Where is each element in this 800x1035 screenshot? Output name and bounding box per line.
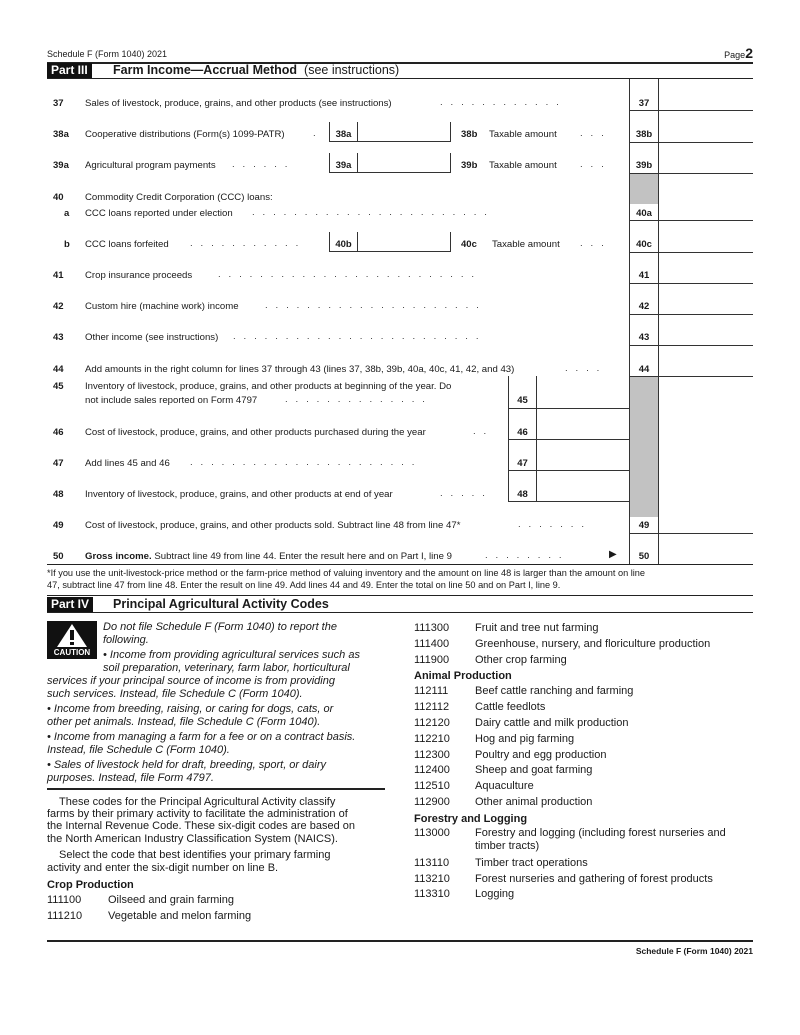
box-label-37: 37 bbox=[638, 98, 650, 109]
code-description: Beef cattle ranching and farming bbox=[475, 685, 634, 698]
line-text: Taxable amount bbox=[489, 129, 557, 140]
line-text: Cost of livestock, produce, grains, and other products purchased during the year bbox=[85, 427, 426, 438]
caution-bullet: soil preparation, veterinary, farm labor, horticultural bbox=[103, 662, 350, 674]
box-label-42: 42 bbox=[638, 301, 650, 312]
animal-production-heading: Animal Production bbox=[414, 670, 512, 683]
leader-dots: . . . . . . . . . . . bbox=[190, 238, 299, 249]
naics-code: 112900 bbox=[414, 795, 450, 808]
code-row bbox=[414, 827, 759, 853]
footer-form-id: Schedule F (Form 1040) 2021 bbox=[635, 946, 753, 956]
naics-code: 112111 bbox=[414, 685, 449, 698]
code-row bbox=[414, 887, 759, 903]
box-label-40b: 40b bbox=[335, 239, 352, 250]
line-number: 40c bbox=[461, 239, 477, 250]
line40c-amount-input[interactable] bbox=[660, 221, 753, 252]
caution-bullet: Instead, file Schedule C (Form 1040). bbox=[47, 744, 230, 756]
box-value-column-left-border bbox=[658, 79, 659, 564]
line44-amount-input[interactable] bbox=[660, 346, 753, 376]
box-label-38b: 38b bbox=[635, 129, 653, 140]
code-row bbox=[414, 748, 759, 764]
code-description: Dairy cattle and milk production bbox=[475, 716, 629, 729]
line50-amount-input[interactable] bbox=[660, 534, 753, 564]
box-label-39a: 39a bbox=[335, 160, 352, 171]
line48-amount-input[interactable] bbox=[537, 471, 629, 501]
leader-dots: . . bbox=[473, 426, 487, 437]
line-text: Crop insurance proceeds bbox=[85, 270, 193, 281]
leader-dots: . . . . . . . . . . . . . . bbox=[285, 394, 425, 405]
code-description: Aquaculture bbox=[475, 780, 534, 793]
box-label-43: 43 bbox=[638, 332, 650, 343]
line38a-amount-input[interactable] bbox=[358, 122, 450, 141]
line-number: 37 bbox=[53, 98, 64, 109]
code-row bbox=[414, 653, 759, 669]
code-row bbox=[414, 637, 759, 653]
line-number: 38a bbox=[53, 129, 69, 140]
line-number: 44 bbox=[53, 364, 64, 375]
line-number: 39b bbox=[461, 160, 478, 171]
code-description: Fruit and tree nut farming bbox=[475, 622, 599, 634]
caution-text: following. bbox=[103, 634, 149, 646]
code-description: Vegetable and melon farming bbox=[108, 909, 252, 922]
shaded-box-line40 bbox=[630, 174, 658, 204]
caution-bullet: • Sales of livestock held for draft, breeding, sport, or dairy bbox=[47, 759, 326, 771]
line45-amount-input[interactable] bbox=[537, 377, 629, 408]
line-text: Sales of livestock, produce, grains, and other products (see instructions) bbox=[85, 98, 392, 109]
line-number: 38b bbox=[461, 129, 478, 140]
subbox-border bbox=[329, 172, 451, 173]
code-row bbox=[414, 779, 759, 795]
code-description: Poultry and egg production bbox=[475, 748, 607, 761]
code-description bbox=[475, 827, 726, 853]
part3-title-rule bbox=[47, 78, 753, 79]
box-label-46: 46 bbox=[517, 427, 528, 438]
shaded-box-lines45-48 bbox=[630, 376, 658, 517]
code-row bbox=[414, 763, 759, 779]
footnote-line2: 47, subtract line 47 from line 48. Enter the result on line 49. Add lines 44 and 49. Enter the total on line 50 and on Part I, line 9. bbox=[47, 580, 561, 590]
line-text: Add amounts in the right column for lines 37 through 43 (lines 37, 38b, 39b, 40a, 40c, 41, 42, and 43) bbox=[85, 364, 515, 375]
line41-amount-input[interactable] bbox=[660, 253, 753, 283]
leader-dots: . . . . . . . . . . . . . . . . . . . . . . . . . bbox=[218, 269, 475, 280]
caution-bullet: • Income from managing a farm for a fee or on a contract basis. bbox=[47, 731, 356, 743]
part3-bottom-rule bbox=[47, 564, 753, 565]
leader-dots: . . . . . . . . bbox=[485, 550, 562, 561]
naics-code: 112120 bbox=[414, 716, 450, 729]
caution-bullet: such services. Instead, file Schedule C (Form 1040). bbox=[47, 688, 303, 700]
arrow-right-icon: ▶ bbox=[609, 549, 617, 560]
code-description: Oilseed and grain farming bbox=[108, 894, 234, 906]
naics-code: 112112 bbox=[414, 701, 450, 714]
part4-top-rule bbox=[47, 595, 753, 596]
line-number: 48 bbox=[53, 489, 64, 500]
leader-dots: . . . bbox=[580, 128, 604, 139]
part4-badge: Part IV bbox=[47, 597, 93, 612]
box-label-49: 49 bbox=[638, 520, 650, 531]
line-number: 41 bbox=[53, 270, 64, 281]
line-text: Add lines 45 and 46 bbox=[85, 458, 170, 469]
leader-dots: . . . . . bbox=[440, 488, 485, 499]
box-label-47: 47 bbox=[517, 458, 528, 469]
naics-code: 111210 bbox=[47, 909, 83, 922]
naics-code: 112510 bbox=[414, 780, 450, 793]
naics-code: 111300 bbox=[414, 622, 450, 634]
code-row bbox=[414, 700, 759, 716]
box-label-39b: 39b bbox=[635, 160, 653, 171]
line-number: a bbox=[64, 208, 70, 219]
code-description: Other animal production bbox=[475, 795, 593, 808]
footer-rule bbox=[47, 940, 753, 942]
line-number: 40 bbox=[53, 192, 64, 203]
leader-dots: . . . . bbox=[565, 363, 600, 374]
caution-divider bbox=[47, 788, 385, 790]
line-number: b bbox=[64, 239, 70, 250]
subbox-border bbox=[450, 153, 451, 173]
code-row bbox=[414, 732, 759, 748]
line47-amount-input[interactable] bbox=[537, 440, 629, 470]
code-description: Timber tract operations bbox=[475, 856, 588, 869]
line-number: 47 bbox=[53, 458, 64, 469]
subbox-border bbox=[450, 232, 451, 252]
line40a-amount-input[interactable] bbox=[660, 174, 753, 220]
leader-dots: . . . bbox=[580, 238, 604, 249]
leader-dots: . . . . . . . . . . . . . . . . . . . . . . bbox=[190, 457, 415, 468]
line-number: 49 bbox=[53, 520, 64, 531]
caution-text: Do not file Schedule F (Form 1040) to report the bbox=[103, 621, 337, 633]
leader-dots: . . . bbox=[580, 159, 604, 170]
leader-dots: . . . . . . . . . . . . . . . . . . . . . bbox=[265, 300, 479, 311]
leader-dots: . . . . . . . . . . . . . . . . . . . . . . . bbox=[252, 207, 487, 218]
line-number: 46 bbox=[53, 427, 64, 438]
naics-code: 112210 bbox=[414, 732, 450, 745]
line-number: 42 bbox=[53, 301, 64, 312]
row-line bbox=[508, 501, 630, 502]
line-text: not include sales reported on Form 4797 bbox=[85, 395, 258, 406]
line-number: 45 bbox=[53, 381, 64, 392]
line39b-amount-input[interactable] bbox=[660, 143, 753, 173]
leader-dots: . . . . . . . . . . . . . . . . . . . . . . . . bbox=[233, 331, 479, 342]
box-label-45: 45 bbox=[517, 395, 528, 406]
box-label-48: 48 bbox=[517, 489, 528, 500]
crop-production-heading: Crop Production bbox=[47, 879, 134, 891]
code-description-line1: Forestry and logging (including forest nurseries and bbox=[475, 826, 726, 839]
subbox-border bbox=[450, 122, 451, 142]
line-text bbox=[85, 551, 452, 562]
line-number: 43 bbox=[53, 332, 64, 343]
subbox-border bbox=[329, 251, 451, 252]
intro-paragraph: farms by their primary activity to facilitate the administration of bbox=[47, 808, 348, 820]
code-description-line2: timber tracts) bbox=[475, 839, 540, 852]
line-text: Taxable amount bbox=[492, 239, 560, 250]
code-row bbox=[47, 893, 387, 909]
line49-amount-input[interactable] bbox=[660, 377, 753, 533]
line-text: Inventory of livestock, produce, grains, and other products at beginning of the year. Do bbox=[85, 381, 452, 392]
part3-title-text: Farm Income—Accrual Method bbox=[113, 63, 298, 77]
line-text: Custom hire (machine work) income bbox=[85, 301, 239, 312]
naics-code: 113110 bbox=[414, 856, 450, 869]
forestry-logging-heading: Forestry and Logging bbox=[414, 812, 528, 825]
leader-dots: . . . . . . . . . . . . bbox=[440, 97, 559, 108]
line-text: CCC loans forfeited bbox=[85, 239, 169, 250]
box-label-44: 44 bbox=[638, 364, 650, 375]
code-description: Sheep and goat farming bbox=[475, 764, 593, 777]
code-row bbox=[414, 872, 759, 888]
line43-amount-input[interactable] bbox=[660, 315, 753, 345]
code-row bbox=[414, 795, 759, 811]
code-row bbox=[47, 909, 387, 925]
box-label-40c: 40c bbox=[636, 239, 652, 250]
line46-amount-input[interactable] bbox=[537, 409, 629, 439]
line-text: Cooperative distributions (Form(s) 1099-PATR) bbox=[85, 129, 285, 140]
code-row bbox=[414, 716, 759, 732]
naics-code: 113210 bbox=[414, 872, 450, 885]
code-description: Greenhouse, nursery, and floriculture production bbox=[475, 637, 711, 650]
code-description: Logging bbox=[475, 888, 515, 901]
line37-amount-input[interactable] bbox=[660, 80, 753, 110]
caution-bullet: • Income from breeding, raising, or caring for dogs, cats, or bbox=[47, 703, 334, 715]
page-number: 2 bbox=[745, 45, 753, 61]
gross-income-label: Gross income. bbox=[85, 551, 152, 562]
intro-paragraph: These codes for the Principal Agricultural Activity classify bbox=[59, 796, 336, 808]
line-text: Taxable amount bbox=[489, 160, 557, 171]
caution-bullet: services if your principal source of income is from providing bbox=[47, 675, 335, 687]
naics-code: 111400 bbox=[414, 637, 450, 650]
caution-bullet: • Income from providing agricultural services such as bbox=[103, 649, 360, 661]
code-row bbox=[414, 621, 759, 637]
line50-instruction: Subtract line 49 from line 44. Enter the result here and on Part I, line 9 bbox=[154, 551, 452, 562]
leader-dots: . . . . . . . bbox=[518, 519, 584, 530]
line-text: Agricultural program payments bbox=[85, 160, 216, 171]
code-description: Forest nurseries and gathering of forest products bbox=[475, 872, 713, 885]
code-row bbox=[414, 684, 759, 700]
subbox-border bbox=[329, 141, 451, 142]
part3-title bbox=[113, 63, 399, 77]
naics-code: 111100 bbox=[47, 894, 82, 906]
box-label-50: 50 bbox=[638, 551, 650, 562]
caution-bullet: other pet animals. Instead, file Schedule C (Form 1040). bbox=[47, 716, 321, 728]
line-number: 39a bbox=[53, 160, 69, 171]
part4-title: Principal Agricultural Activity Codes bbox=[113, 597, 329, 611]
code-description: Other crop farming bbox=[475, 653, 567, 666]
select-paragraph: Select the code that best identifies your primary farming bbox=[59, 849, 331, 861]
leader-dots: . bbox=[313, 128, 316, 139]
line42-amount-input[interactable] bbox=[660, 284, 753, 314]
caution-label: CAUTION bbox=[53, 648, 91, 657]
line39a-amount-input[interactable] bbox=[358, 153, 450, 172]
line-number: 50 bbox=[53, 551, 64, 562]
naics-code: 113310 bbox=[414, 888, 450, 901]
leader-dots: . . . . . . bbox=[232, 159, 288, 170]
part3-badge: Part III bbox=[47, 63, 92, 78]
line-text: Other income (see instructions) bbox=[85, 332, 219, 343]
code-row bbox=[414, 856, 759, 872]
naics-code: 113000 bbox=[414, 826, 450, 839]
codes-right-column bbox=[414, 621, 759, 903]
intro-paragraph: the Internal Revenue Code. These six-digit codes are based on bbox=[47, 820, 355, 832]
crop-codes-left bbox=[47, 893, 387, 925]
select-paragraph: activity and enter the six-digit number on line B. bbox=[47, 862, 279, 874]
line-text: Inventory of livestock, produce, grains, and other products at end of year bbox=[85, 489, 393, 500]
page-indicator bbox=[724, 45, 753, 61]
line-text: Commodity Credit Corporation (CCC) loans: bbox=[85, 192, 273, 203]
page-label: Page bbox=[724, 50, 746, 60]
box-label-40a: 40a bbox=[636, 208, 652, 219]
box-label-38a: 38a bbox=[335, 129, 352, 140]
caution-icon bbox=[47, 621, 97, 659]
naics-code: 112400 bbox=[414, 764, 450, 777]
part4-title-rule bbox=[47, 612, 753, 613]
naics-code: 111900 bbox=[414, 653, 450, 666]
code-description: Hog and pig farming bbox=[475, 732, 575, 745]
line40b-amount-input[interactable] bbox=[358, 232, 450, 251]
line-text: CCC loans reported under election bbox=[85, 208, 233, 219]
line38b-amount-input[interactable] bbox=[660, 111, 753, 142]
footnote-line1: *If you use the unit-livestock-price method or the farm-price method of valuing inventory and the amount on line 48 is larger than the amount on line bbox=[47, 568, 646, 578]
naics-code: 112300 bbox=[414, 748, 450, 761]
box-label-41: 41 bbox=[638, 270, 650, 281]
code-description: Cattle feedlots bbox=[475, 701, 546, 714]
part3-subtitle: (see instructions) bbox=[304, 63, 400, 77]
caution-bullet: purposes. Instead, file Form 4797. bbox=[47, 772, 214, 784]
intro-paragraph: the North American Industry Classification System (NAICS). bbox=[47, 833, 338, 845]
form-id-header: Schedule F (Form 1040) 2021 bbox=[47, 49, 168, 59]
line-text: Cost of livestock, produce, grains, and other products sold. Subtract line 48 from line 47* bbox=[85, 520, 461, 531]
